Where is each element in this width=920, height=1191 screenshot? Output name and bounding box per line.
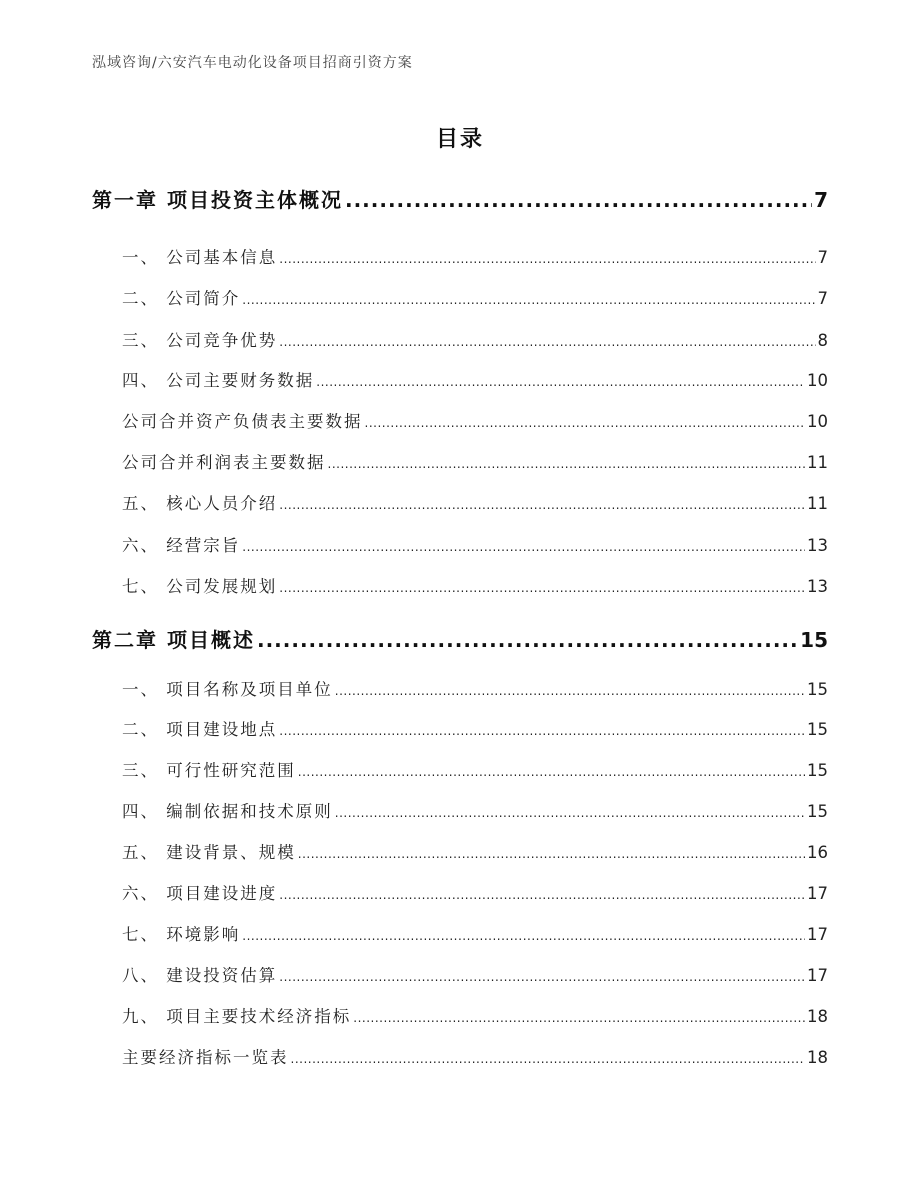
toc-entry-label: 四、 公司主要财务数据	[122, 371, 315, 390]
toc-page-number: 18	[807, 1048, 828, 1067]
toc-entry[interactable]	[122, 327, 828, 351]
toc-page-number: 10	[807, 412, 828, 431]
dot-leader	[242, 540, 805, 554]
toc-page-number: 11	[807, 494, 828, 513]
toc-page-number: 15	[800, 628, 828, 652]
toc-page-number: 7	[817, 248, 828, 267]
toc-page-number: 13	[807, 577, 828, 596]
toc-page-number: 16	[807, 843, 828, 862]
toc-page-number: 13	[807, 536, 828, 555]
toc-page-number: 8	[817, 331, 828, 350]
toc-entry[interactable]	[122, 285, 828, 309]
dot-leader	[279, 888, 805, 902]
dot-leader	[257, 628, 798, 652]
toc-entry-label: 六、 项目建设进度	[122, 884, 278, 903]
toc-entry[interactable]	[122, 676, 828, 700]
toc-entry[interactable]	[122, 244, 828, 268]
toc-entry-label: 第二章 项目概述	[92, 628, 255, 652]
dot-leader	[242, 293, 815, 307]
toc-entry-label: 八、 建设投资估算	[122, 966, 278, 985]
toc-entry-label: 四、 编制依据和技术原则	[122, 802, 333, 821]
toc-page-number: 17	[807, 966, 828, 985]
toc-entry-label: 三、 公司竞争优势	[122, 331, 278, 350]
toc-entry[interactable]	[122, 839, 828, 863]
toc-entry[interactable]	[122, 367, 828, 391]
toc-entry[interactable]	[122, 880, 828, 904]
toc-page-number: 7	[817, 289, 828, 308]
toc-entry-label: 主要经济指标一览表	[122, 1048, 289, 1067]
toc-page-number: 10	[807, 371, 828, 390]
toc-entry[interactable]	[122, 798, 828, 822]
toc-entry[interactable]	[122, 449, 828, 473]
toc-entry-label: 二、 项目建设地点	[122, 720, 278, 739]
dot-leader	[335, 806, 805, 820]
toc-entry[interactable]	[122, 757, 828, 781]
toc-entry-label: 一、 公司基本信息	[122, 248, 278, 267]
dot-leader	[316, 375, 805, 389]
toc-entry-label: 公司合并利润表主要数据	[122, 453, 326, 472]
dot-leader	[279, 252, 815, 266]
toc-entry-label: 二、 公司简介	[122, 289, 241, 308]
toc-entry[interactable]	[122, 962, 828, 986]
toc-entry-label: 一、 项目名称及项目单位	[122, 680, 333, 699]
toc-entry[interactable]	[122, 921, 828, 945]
toc-entry[interactable]	[122, 1003, 828, 1027]
toc-entry-label: 三、 可行性研究范围	[122, 761, 296, 780]
dot-leader	[365, 416, 806, 430]
toc-chapter-entry[interactable]	[92, 624, 828, 653]
toc-page-number: 17	[807, 884, 828, 903]
toc-entry[interactable]	[122, 408, 828, 432]
dot-leader	[328, 457, 806, 471]
dot-leader	[335, 684, 805, 698]
toc-entry-label: 第一章 项目投资主体概况	[92, 188, 343, 212]
toc-entry[interactable]	[122, 1044, 828, 1068]
dot-leader	[279, 970, 805, 984]
toc-page-number: 17	[807, 925, 828, 944]
toc-title: 目录	[435, 127, 484, 152]
dot-leader	[279, 335, 815, 349]
toc-entry-label: 六、 经营宗旨	[122, 536, 241, 555]
toc-entry-label: 公司合并资产负债表主要数据	[122, 412, 363, 431]
dot-leader	[291, 1052, 806, 1066]
dot-leader	[345, 188, 812, 212]
toc-page-number: 15	[807, 680, 828, 699]
toc-page-number: 7	[814, 188, 828, 212]
dot-leader	[353, 1011, 805, 1025]
running-header: 泓域咨询/六安汽车电动化设备项目招商引资方案	[92, 55, 413, 71]
toc-entry-label: 七、 公司发展规划	[122, 577, 278, 596]
dot-leader	[279, 498, 805, 512]
toc-page-number: 15	[807, 720, 828, 739]
toc-page-number: 18	[807, 1007, 828, 1026]
toc-entry-label: 五、 建设背景、规模	[122, 843, 296, 862]
toc-entry-label: 七、 环境影响	[122, 925, 241, 944]
toc-entry-label: 九、 项目主要技术经济指标	[122, 1007, 352, 1026]
toc-entry[interactable]	[122, 532, 828, 556]
toc-entry-label: 五、 核心人员介绍	[122, 494, 278, 513]
toc-entry[interactable]	[122, 716, 828, 740]
toc-chapter-entry[interactable]	[92, 184, 828, 213]
toc-page-number: 15	[807, 802, 828, 821]
dot-leader	[279, 724, 805, 738]
toc-entry[interactable]	[122, 490, 828, 514]
dot-leader	[279, 581, 805, 595]
dot-leader	[298, 765, 805, 779]
dot-leader	[242, 929, 805, 943]
dot-leader	[298, 847, 805, 861]
toc-entry[interactable]	[122, 573, 828, 597]
toc-page-number: 11	[807, 453, 828, 472]
toc-page-number: 15	[807, 761, 828, 780]
